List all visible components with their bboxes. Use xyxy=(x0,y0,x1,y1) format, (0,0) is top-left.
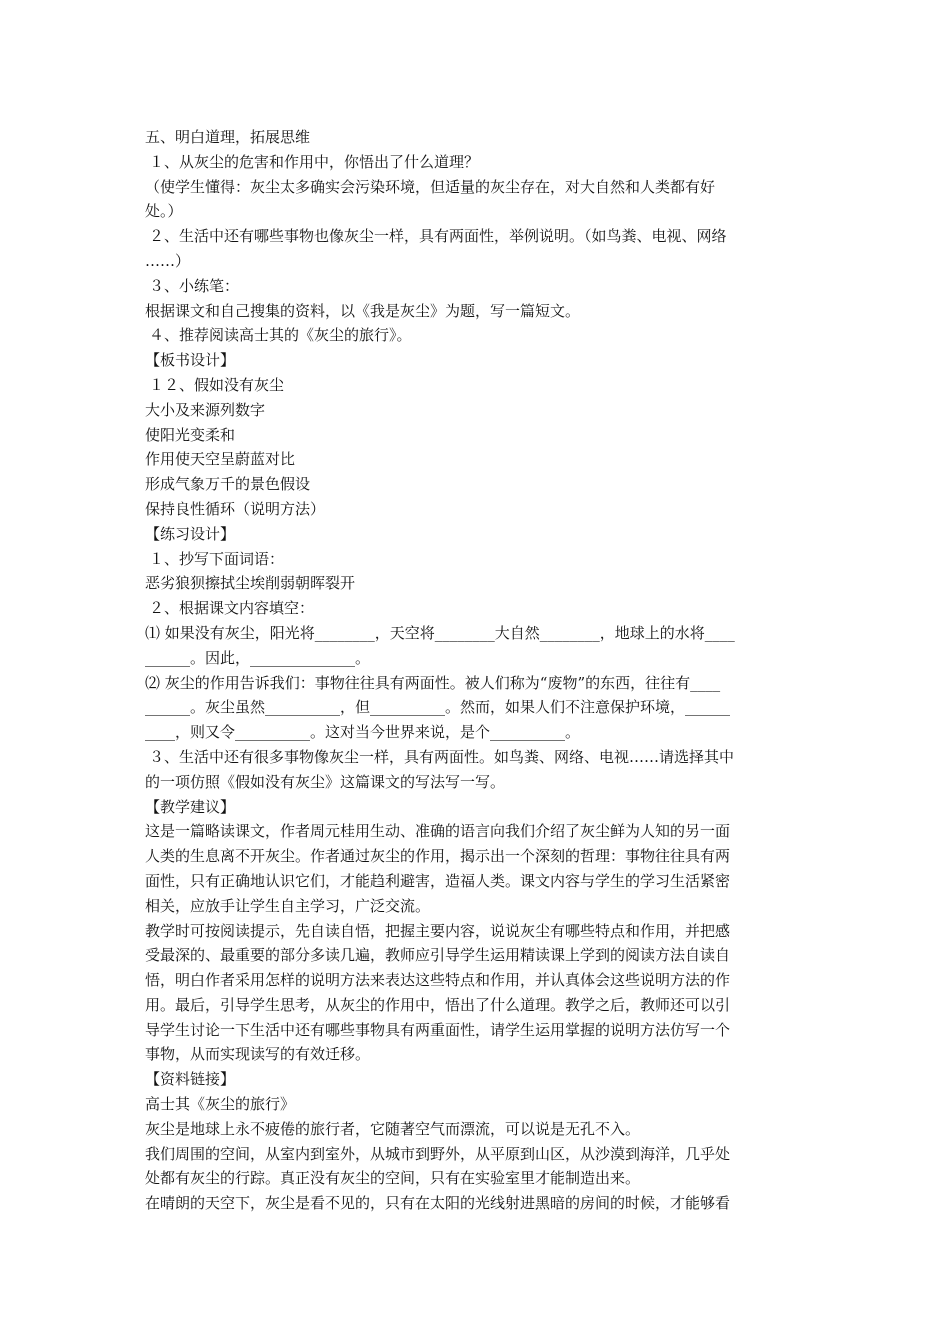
text-line: 这是一篇略读课文，作者周元桂用生动、准确的语言向我们介绍了灰尘鲜为人知的另一面 xyxy=(145,822,731,841)
text-line: 使阳光变柔和 xyxy=(145,425,236,444)
text-line: 导学生讨论一下生活中还有哪些事物具有两重面性，请学生运用掌握的说明方法仿写一个 xyxy=(145,1020,731,1039)
text-line: 作用使天空呈蔚蓝对比 xyxy=(145,450,296,469)
text-line: （使学生懂得：灰尘太多确实会污染环境，但适量的灰尘存在，对大自然和人类都有好 xyxy=(145,177,716,196)
text-line: 面性，只有正确地认识它们，才能趋利避害，造福人类。课文内容与学生的学习生活紧密 xyxy=(145,871,731,890)
fill-blank-line: ____，则又令__________。这对当今世界来说，是个__________。 xyxy=(145,723,581,742)
text-line: １２、假如没有灰尘 xyxy=(149,375,285,394)
text-line: 处。） xyxy=(145,202,183,221)
section-heading: 【板书设计】 xyxy=(145,351,236,370)
text-line: ……） xyxy=(145,251,191,270)
section-heading: 【教学建议】 xyxy=(145,797,236,816)
question-item: ２、生活中还有哪些事物也像灰尘一样，具有两面性，举例说明。（如鸟粪、电视、网络 xyxy=(149,227,727,246)
text-line: 处都有灰尘的行踪。真正没有灰尘的空间，只有在实验室里才能制造出来。 xyxy=(145,1169,641,1188)
section-heading: 【资料链接】 xyxy=(145,1070,236,1089)
text-line: 受最深的、最重要的部分多读几遍，教师应引导学生运用精读课上学到的阅读方法自读自 xyxy=(145,946,731,965)
fill-blank-line: ⑵ 灰尘的作用告诉我们：事物往往具有两面性。被人们称为“废物”的东西，往往有____ xyxy=(145,673,721,692)
section-heading: 【练习设计】 xyxy=(145,524,236,543)
section-heading: 五、明白道理，拓展思维 xyxy=(145,128,311,146)
text-line: 悟，明白作者采用怎样的说明方法来表达这些特点和作用，并认真体会这些说明方法的作 xyxy=(145,971,731,990)
text-line: 恶劣狼狈擦拭尘埃削弱朝晖裂开 xyxy=(145,574,356,593)
document-page xyxy=(145,125,810,1216)
text-line: 人类的生息离不开灰尘。作者通过灰尘的作用，揭示出一个深刻的哲理：事物往往具有两 xyxy=(145,847,731,866)
question-item: １、抄写下面词语： xyxy=(149,549,285,568)
text-line: 事物，从而实现读写的有效迁移。 xyxy=(145,1045,371,1064)
text-line: 的一项仿照《假如没有灰尘》这篇课文的写法写一写。 xyxy=(145,772,506,791)
text-line: 形成气象万千的景色假设 xyxy=(145,475,311,494)
fill-blank-line: ______。灰尘虽然__________，但__________。然而，如果人们不注意保护环境，______ xyxy=(145,698,731,717)
text-line: 大小及来源列数字 xyxy=(145,400,266,419)
text-line: 在晴朗的天空下，灰尘是看不见的，只有在太阳的光线射进黑暗的房间的时候，才能够看 xyxy=(145,1194,731,1213)
text-line: 教学时可按阅读提示，先自读自悟，把握主要内容，说说灰尘有哪些特点和作用，并把感 xyxy=(145,921,731,940)
question-item: ３、小练笔： xyxy=(149,276,240,295)
article-title: 高士其《灰尘的旅行》 xyxy=(145,1095,296,1114)
text-line: 根据课文和自己搜集的资料，以《我是灰尘》为题，写一篇短文。 xyxy=(145,301,581,320)
question-item: ４、推荐阅读高士其的《灰尘的旅行》。 xyxy=(149,326,412,345)
question-item: ３、生活中还有很多事物像灰尘一样，具有两面性。如鸟粪、网络、电视……请选择其中 xyxy=(149,747,735,766)
text-line: 用。最后，引导学生思考，从灰尘的作用中，悟出了什么道理。教学之后，教师还可以引 xyxy=(145,995,731,1014)
text-line: 我们周围的空间，从室内到室外，从城市到野外，从平原到山区，从沙漠到海洋，几乎处 xyxy=(145,1144,731,1163)
fill-blank-line: ______。因此，______________。 xyxy=(145,648,371,667)
text-line: 保持良性循环（说明方法） xyxy=(145,499,326,518)
text-line: 灰尘是地球上永不疲倦的旅行者，它随著空气而漂流，可以说是无孔不入。 xyxy=(145,1119,641,1138)
fill-blank-line: ⑴ 如果没有灰尘，阳光将________，天空将________大自然________，地球上的水将____ xyxy=(145,623,735,642)
question-item: ２、根据课文内容填空： xyxy=(149,599,315,618)
question-item: １、从灰尘的危害和作用中，你悟出了什么道理？ xyxy=(149,152,480,171)
text-line: 相关，应放手让学生自主学习，广泛交流。 xyxy=(145,896,431,915)
